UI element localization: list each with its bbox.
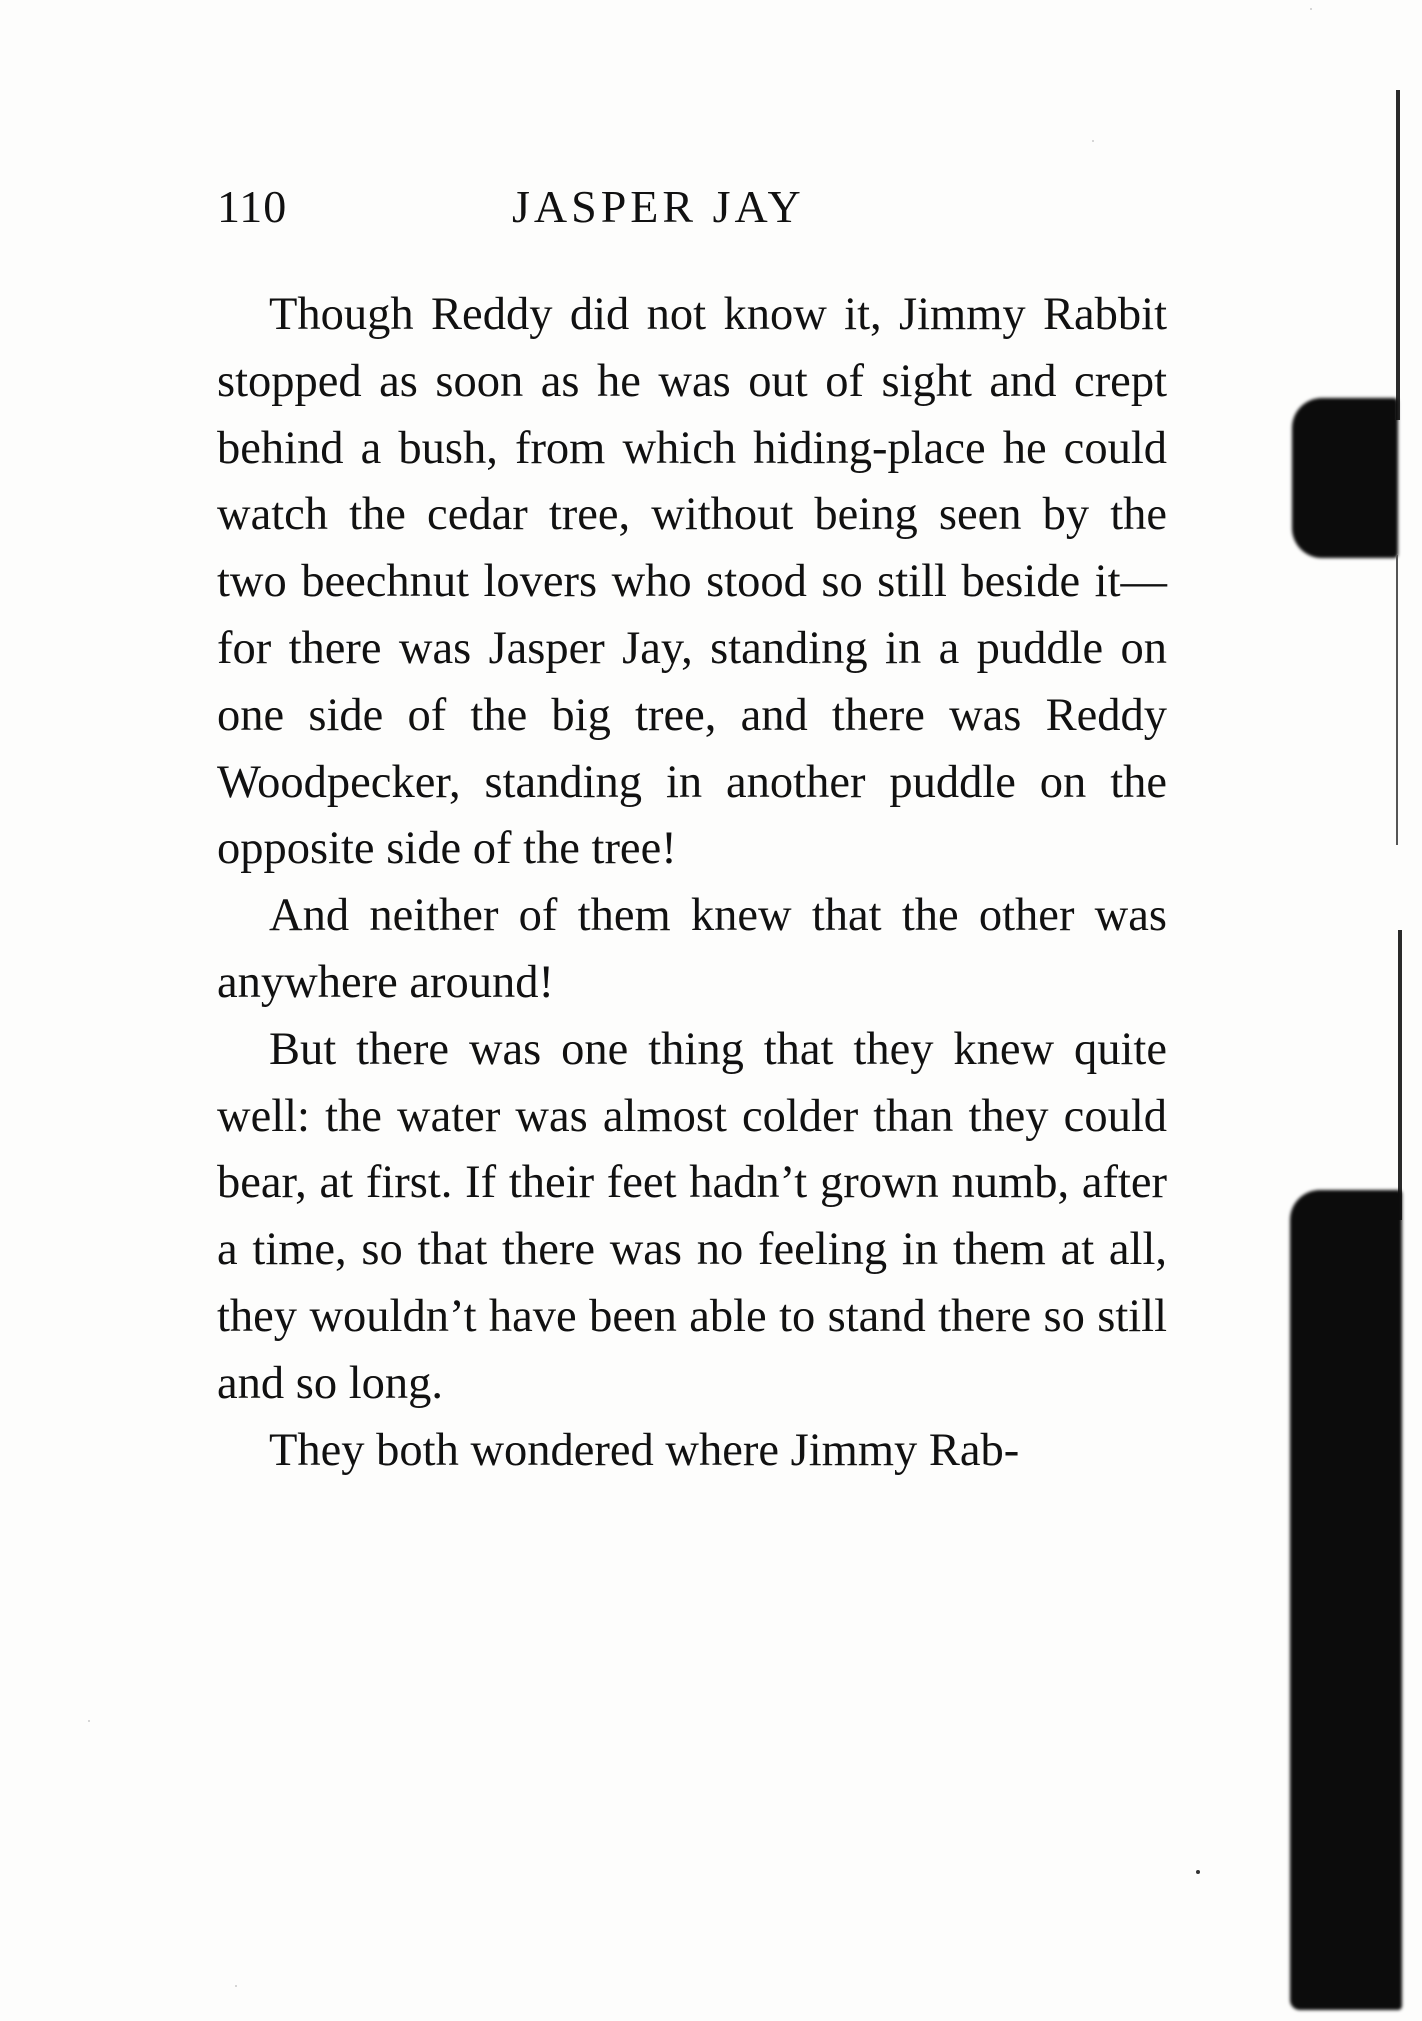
binding-edge-line xyxy=(1398,930,1402,1220)
binding-shadow-upper xyxy=(1292,398,1398,558)
body-text xyxy=(217,282,1167,1484)
scan-dot xyxy=(1196,1870,1200,1874)
binding-edge-line xyxy=(1396,90,1400,420)
paragraph: Though Reddy did not know it, Jimmy Rabbit stopped as soon as he was out of sight and crept behind a bush, from which hiding-place he could watch the cedar tree, without being seen by the two beechnut lovers who stood so still beside it—for there was Jasper Jay, standing in a puddle on one side of the big tree, and there was Reddy Woodpecker, standing in another puddle on the opposite side of the tree! xyxy=(217,289,1167,875)
scan-speck xyxy=(88,1720,90,1722)
scan-speck xyxy=(235,1985,237,1987)
paragraph: And neither of them knew that the other was anywhere around! xyxy=(217,890,1167,1008)
page-number: 110 xyxy=(217,181,288,232)
paragraph: But there was one thing that they knew quite well: the water was almost colder than they could bear, at first. If their feet hadn’t grown numb, after a time, so that there was no feeling in them at all, they wouldn’t have been able to stand there so still and so long. xyxy=(217,1023,1167,1409)
scan-speck xyxy=(1310,8,1312,10)
paragraph: They both wondered where Jimmy Rab- xyxy=(269,1424,1020,1476)
scan-speck xyxy=(1092,140,1094,142)
binding-edge-line xyxy=(1396,555,1398,845)
running-head-title: JASPER JAY xyxy=(512,181,805,232)
running-head xyxy=(217,180,1167,240)
binding-shadow-lower xyxy=(1290,1190,1402,2010)
